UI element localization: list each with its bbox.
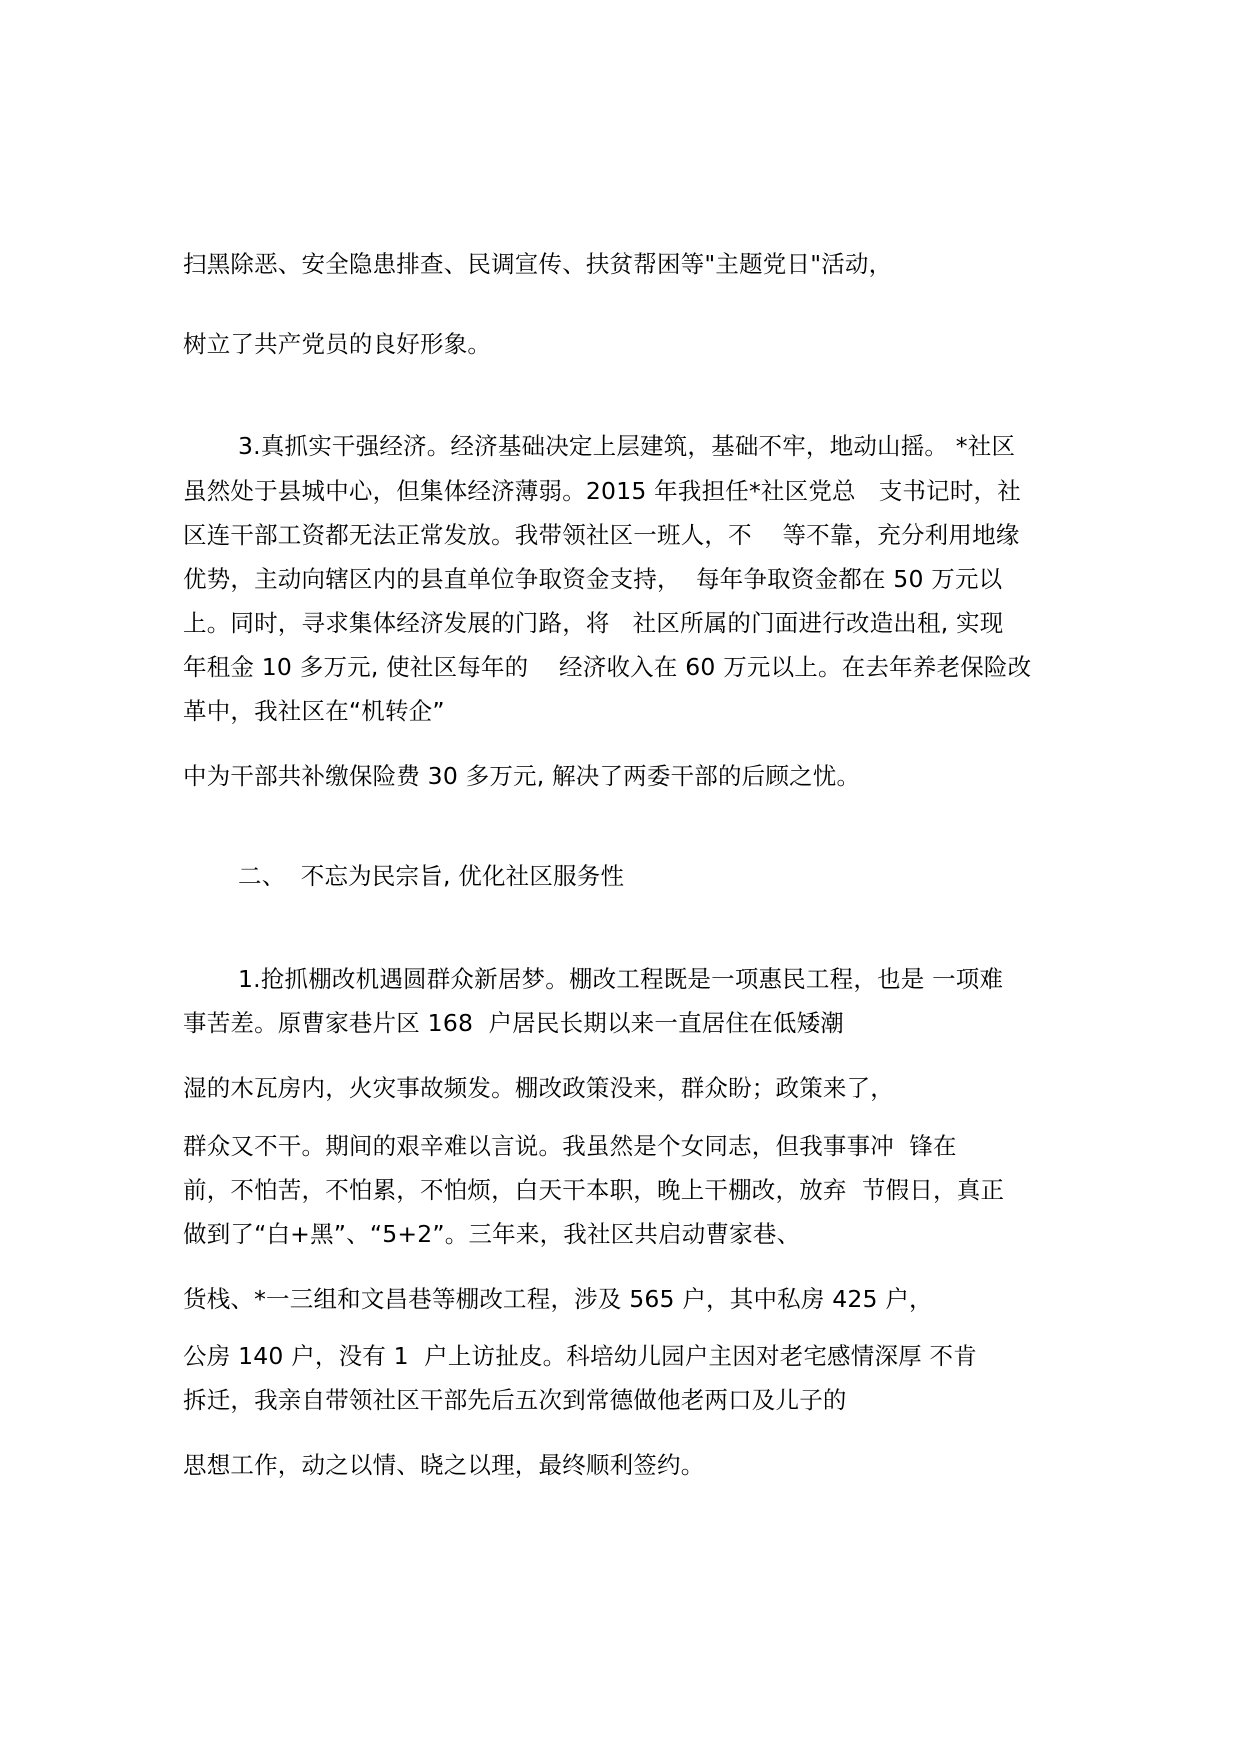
paragraph-line: 革中，我社区在“机转企”	[183, 697, 445, 725]
paragraph-line: 3.真抓实干强经济。经济基础决定上层建筑，基础不牢，地动山摇。 *社区	[238, 432, 1016, 460]
paragraph-line: 树立了共产党员的良好形象。	[183, 330, 492, 358]
paragraph-line: 虽然处于县城中心，但集体经济薄弱。2015 年我担任*社区党总 支书记时，社	[183, 477, 1021, 505]
paragraph-line: 事苦差。原曹家巷片区 168 户居民长期以来一直居住在低矮潮	[183, 1009, 844, 1037]
paragraph-line: 拆迁，我亲自带领社区干部先后五次到常德做他老两口及儿子的	[183, 1386, 847, 1414]
paragraph-line: 区连干部工资都无法正常发放。我带领社区一班人，不 等不靠，充分利用地缘	[183, 521, 1020, 549]
paragraph-line: 思想工作，动之以情、晓之以理，最终顺利签约。	[183, 1451, 705, 1479]
paragraph-line: 年租金 10 多万元, 使社区每年的 经济收入在 60 万元以上。在去年养老保险改	[183, 653, 1032, 681]
paragraph-line: 1.抢抓棚改机遇圆群众新居梦。棚改工程既是一项惠民工程，也是 一项难	[238, 965, 1004, 993]
paragraph-line: 公房 140 户，没有 1 户上访扯皮。科培幼儿园户主因对老宅感情深厚 不肯	[183, 1342, 977, 1370]
paragraph-line: 扫黑除恶、安全隐患排查、民调宣传、扶贫帮困等"主题党日"活动，	[183, 250, 893, 278]
paragraph-line: 湿的木瓦房内，火灾事故频发。棚改政策没来，群众盼；政策来了，	[183, 1074, 894, 1102]
paragraph-line: 优势，主动向辖区内的县直单位争取资金支持， 每年争取资金都在 50 万元以	[183, 565, 1003, 593]
paragraph-line: 货栈、*一三组和文昌巷等棚改工程，涉及 565 户，其中私房 425 户，	[183, 1285, 933, 1313]
section-heading: 二、 不忘为民宗旨, 优化社区服务性	[238, 862, 625, 890]
paragraph-line: 做到了“白+黑”、“5+2”。三年来，我社区共启动曹家巷、	[183, 1220, 801, 1248]
paragraph-line: 前，不怕苦，不怕累，不怕烦，白天干本职，晚上干棚改，放弃 节假日，真正	[183, 1176, 1005, 1204]
paragraph-line: 中为干部共补缴保险费 30 多万元, 解决了两委干部的后顾之忧。	[183, 762, 861, 790]
paragraph-line: 上。同时，寻求集体经济发展的门路，将 社区所属的门面进行改造出租, 实现	[183, 609, 1004, 637]
paragraph-line: 群众又不干。期间的艰辛难以言说。我虽然是个女同志，但我事事冲 锋在	[183, 1132, 957, 1160]
